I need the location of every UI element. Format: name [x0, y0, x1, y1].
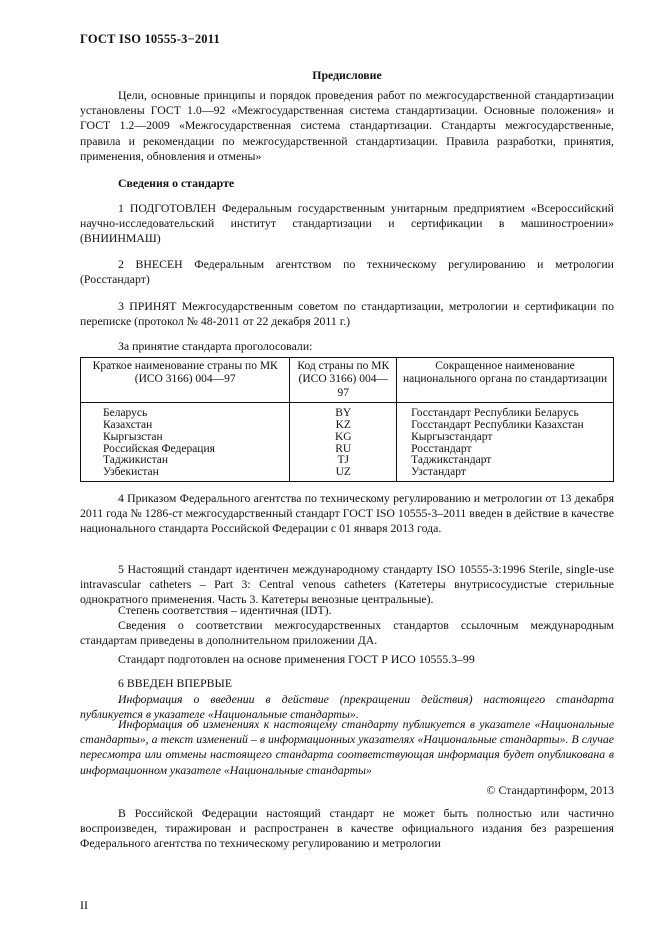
- table-row: [81, 432, 614, 444]
- table-row: [81, 403, 614, 420]
- code-cell: KZ: [290, 420, 397, 432]
- vote-intro: За принятие стандарта проголосовали:: [118, 339, 313, 353]
- code-cell: UZ: [290, 467, 397, 481]
- body-cell: Кыргызстандарт: [397, 432, 614, 444]
- country-cell: Беларусь: [81, 403, 290, 420]
- countries-table: [80, 357, 614, 482]
- item-1: 1 ПОДГОТОВЛЕН Федеральным государственным унитарным предприятием «Всероссийский научно-исследовательский институт стандартизации и сертификации в машиностроении» (ВНИИНМАШ): [80, 201, 614, 246]
- standard-info-title: Сведения о стандарте: [118, 176, 235, 190]
- country-cell: Российская Федерация: [81, 444, 290, 456]
- code-cell: RU: [290, 444, 397, 456]
- item-5: 5 Настоящий стандарт идентичен международному стандарту ISO 10555-3:1996 Sterile, single-use intravascular catheters – Part 3: Central venous catheters (Катетеры внутрисосудистые стерильные однократного применения. Часть 3. Катетеры венозные центральные).: [80, 562, 614, 607]
- body-cell: Госстандарт Республики Казахстан: [397, 420, 614, 432]
- item-4: 4 Приказом Федерального агентства по техническому регулированию и метрологии от 13 декабря 2011 года № 1286-ст межгосударственный стандарт ГОСТ ISO 10555-3–2011 введен в действие в качестве национального стандарта Российской Федерации с 01 января 2013 года.: [80, 491, 614, 536]
- header-body: Сокращенное наименование национального органа по стандартизации: [397, 358, 614, 403]
- body-cell: Узстандарт: [397, 467, 614, 481]
- item-3: 3 ПРИНЯТ Межгосударственным советом по стандартизации, метрологии и сертификации по переписке (протокол № 48-2011 от 22 декабря 2011 г.): [80, 299, 614, 329]
- prepared-basis: Стандарт подготовлен на основе применения ГОСТ Р ИСО 10555.3–99: [118, 652, 475, 666]
- item-6: 6 ВВЕДЕН ВПЕРВЫЕ: [118, 676, 233, 690]
- copyright: © Стандартинформ, 2013: [486, 783, 614, 797]
- code-cell: KG: [290, 432, 397, 444]
- item-2: 2 ВНЕСЕН Федеральным агентством по техническому регулированию и метрологии (Росстандарт): [80, 257, 614, 287]
- country-cell: Кыргызстан: [81, 432, 290, 444]
- header-country: Краткое наименование страны по МК (ИСО 3166) 004—97: [81, 358, 290, 403]
- page-number: II: [80, 898, 88, 912]
- info-effect: Информация о введении в действие (прекращении действия) настоящего стандарта публикуется в указателе «Национальные стандарты».: [80, 692, 614, 722]
- rights-notice: В Российской Федерации настоящий стандарт не может быть полностью или частично воспроизведен, тиражирован и распространен в качестве официального издания без разрешения Федерального агентства по техническому регулированию и метрологии: [80, 806, 614, 851]
- header-code: Код страны по МК (ИСО 3166) 004—97: [290, 358, 397, 403]
- document-header-code: ГОСТ ISO 10555-3−2011: [80, 32, 220, 46]
- conformity-degree: Степень соответствия – идентичная (IDT).: [118, 603, 332, 617]
- country-cell: Узбекистан: [81, 467, 290, 481]
- body-cell: Госстандарт Республики Беларусь: [397, 403, 614, 420]
- preface-intro: Цели, основные принципы и порядок проведения работ по межгосударственной стандартизации установлены ГОСТ 1.0—92 «Межгосударственная система стандартизации. Основные положения» и ГОСТ 1.2—2009 «Межгосударственная система стандартизации. Стандарты межгосударственные, правила и рекомендации по межгосударственной стандартизации. Правила разработки, принятия, применения, обновления и отмены»: [80, 88, 614, 163]
- preface-title: Предисловие: [312, 68, 382, 82]
- code-cell: BY: [290, 403, 397, 420]
- country-cell: Казахстан: [81, 420, 290, 432]
- body-cell: Таджикстандарт: [397, 455, 614, 467]
- body-cell: Росстандарт: [397, 444, 614, 456]
- code-cell: TJ: [290, 455, 397, 467]
- references-info: Сведения о соответствии межгосударственных стандартов ссылочным международным стандартам приведены в дополнительном приложении ДА.: [80, 618, 614, 648]
- table-header-row: [81, 358, 614, 403]
- country-cell: Таджикистан: [81, 455, 290, 467]
- info-changes: Информация об изменениях к настоящему стандарту публикуется в указателе «Национальные стандарты», а текст изменений – в информационных указателях «Национальные стандарты». В случае пересмотра или отмены настоящего стандарта соответствующая информация будет опубликована в информационном указателе «Национальные стандарты»: [80, 717, 614, 777]
- table-row: [81, 467, 614, 481]
